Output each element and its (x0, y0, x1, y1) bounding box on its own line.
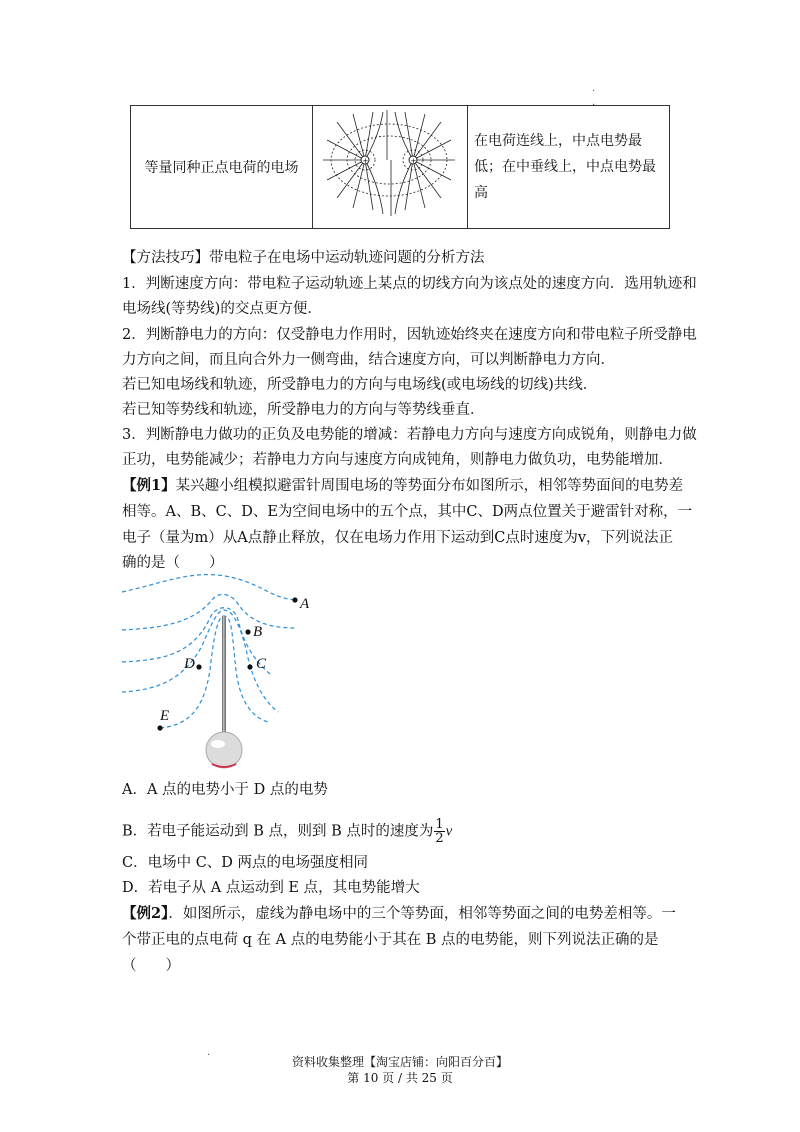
method-line: 正功，电势能减少；若静电力方向与速度方向成钝角，则静电力做负功，电势能增加． (122, 452, 673, 468)
option-b (122, 818, 452, 845)
example2-line: （ ） (122, 958, 180, 974)
field-diagram-cell (313, 106, 468, 229)
field-desc-line: 低；在中垂线上，中点电势最 (474, 159, 656, 175)
field-table (130, 105, 670, 229)
fraction-numerator: 1 (435, 817, 444, 832)
method-title: 【方法技巧】带电粒子在电场中运动轨迹问题的分析方法 (122, 250, 485, 266)
field-desc-line: 在电荷连线上，中点电势最 (474, 133, 642, 149)
fraction-denominator: 2 (435, 831, 444, 846)
method-line: 若已知等势线和轨迹，所受静电力的方向与等势线垂直． (122, 402, 485, 418)
example2-text: ．如图所示，虚线为静电场中的三个等势面，相邻等势面之间的电势差相等。一 (168, 906, 676, 922)
two-charge-field-diagram (313, 106, 465, 224)
example1-line (122, 476, 683, 496)
example1-text: 某兴趣小组模拟避雷针周围电场的等势面分布如图所示，相邻等势面间的电势差 (175, 478, 684, 494)
option-c: C．电场中 C、D 两点的电场强度相同 (122, 855, 369, 871)
example1-line: 电子（量为m）从A点静止释放，仅在电场力作用下运动到C点时速度为v，下列说法正 (122, 530, 674, 546)
example2-line (122, 904, 676, 924)
svg-text:+: + (362, 157, 369, 165)
method-line: 电场线(等势线)的交点更方便． (122, 301, 322, 317)
point-a (292, 597, 297, 602)
label-b: B (253, 624, 263, 640)
fraction (434, 818, 444, 845)
label-a: A (300, 596, 310, 612)
svg-text:+: + (410, 157, 417, 165)
option-b-text: B．若电子能运动到 B 点，则到 B 点时的速度为 (122, 823, 434, 840)
table-row (131, 106, 670, 229)
method-line: 3．判断静电力做功的正负及电势能的增减：若静电力方向与速度方向成锐角，则静电力做 (122, 427, 697, 443)
velocity-symbol: v (445, 823, 453, 840)
method-line: 1．判断速度方向：带电粒子运动轨迹上某点的切线方向为该点处的速度方向．选用轨迹和 (122, 276, 697, 292)
label-d: D (184, 656, 195, 672)
method-line: 若已知电场线和轨迹，所受静电力的方向与电场线(或电场线的切线)共线． (122, 377, 598, 393)
page-mark: · (207, 1050, 211, 1061)
footer-page-number: 第 10 页 / 共 25 页 (347, 1071, 453, 1085)
option-a: A．A 点的电势小于 D 点的电势 (122, 782, 328, 798)
field-name-cell (131, 106, 313, 229)
point-d (196, 664, 201, 669)
point-c (247, 664, 252, 669)
field-desc-line: 高 (474, 185, 488, 201)
field-desc-cell (468, 106, 670, 229)
point-b (245, 629, 250, 634)
example1-line: 确的是（ ） (122, 555, 224, 571)
footer-source: 资料收集整理【淘宝店铺：向阳百分百】 (291, 1055, 508, 1069)
field-name: 等量同种正点电荷的电场 (144, 160, 299, 176)
page-mark: · (592, 86, 596, 97)
example1-tag: 【例1】 (122, 477, 176, 494)
example1-line: 相等。A、B、C、D、E为空间电场中的五个点，其中C、D两点位置关于避雷针对称，一 (122, 504, 693, 520)
method-line: 2．判断静电力的方向：仅受静电力作用时，因轨迹始终夹在速度方向和带电粒子所受静电 (122, 327, 697, 343)
example2-tag: 【例2】 (122, 905, 169, 922)
point-e (157, 725, 162, 730)
label-e: E (160, 708, 170, 724)
option-d: D．若电子从 A 点运动到 E 点，其电势能增大 (122, 880, 420, 896)
lightning-rod-figure (120, 570, 320, 770)
label-c: C (256, 656, 267, 672)
example2-line: 个带正电的点电荷 q 在 A 点的电势能小于其在 B 点的电势能，则下列说法正确的是 (122, 932, 659, 948)
page-mark: · (592, 100, 596, 111)
method-line: 力方向之间，而且向合外力一侧弯曲，结合速度方向，可以判断静电力方向． (122, 352, 615, 368)
